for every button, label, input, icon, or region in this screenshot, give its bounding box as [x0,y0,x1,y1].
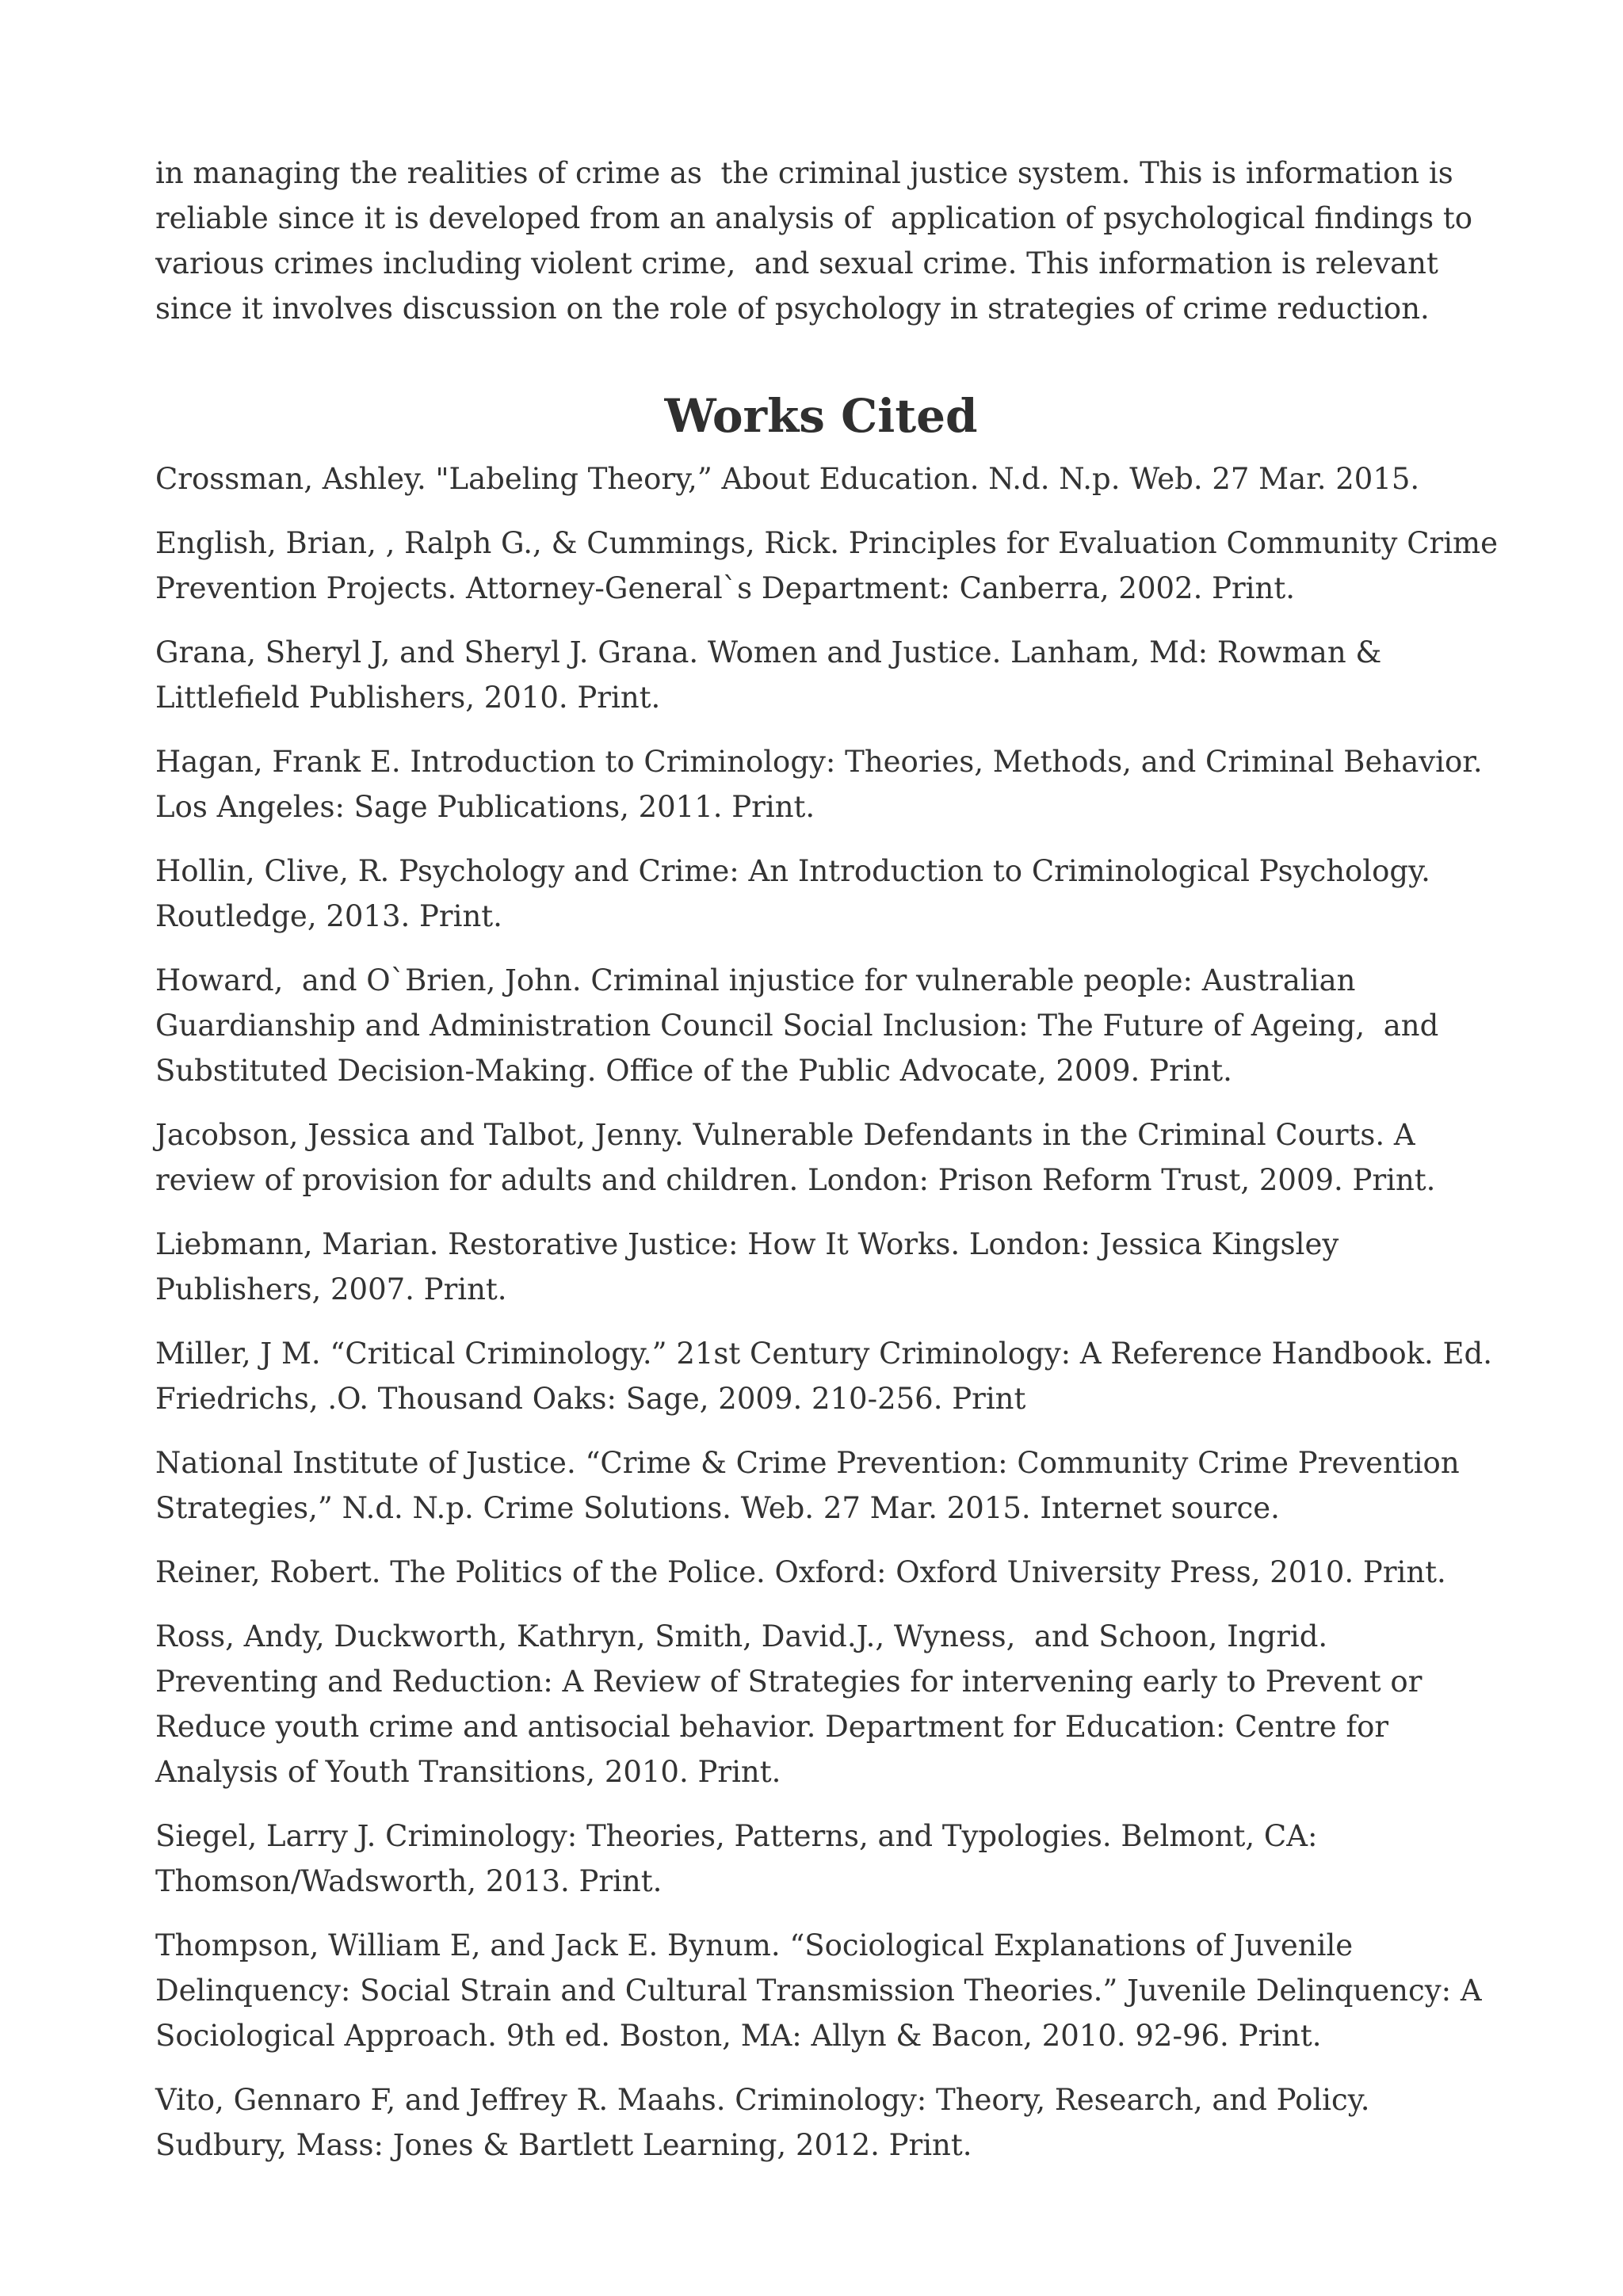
reference-entry [155,1814,1487,1904]
reference-entry [155,1614,1487,1794]
reference-line: Littlefield Publishers, 2010. Print. [155,681,661,715]
reference-line: Miller, J M. “Critical Criminology.” 21st Century Criminology: A Reference Handbook. Ed. [155,1337,1492,1371]
reference-line: Strategies,” N.d. N.p. Crime Solutions. Web. 27 Mar. 2015. Internet source. [155,1491,1280,1525]
reference-line: Hollin, Clive, R. Psychology and Crime: An Introduction to Criminological Psychology. [155,854,1430,888]
reference-entry [155,2077,1487,2168]
reference-line: Hagan, Frank E. Introduction to Criminology: Theories, Methods, and Criminal Behavior. [155,745,1483,779]
reference-line: National Institute of Justice. “Crime & Crime Prevention: Community Crime Prevention [155,1446,1460,1480]
reference-line: Reduce youth crime and antisocial behavior. Department for Education: Centre for [155,1710,1389,1744]
document-page [155,151,1499,2187]
reference-line: Howard, and O`Brien, John. Criminal injustice for vulnerable people: Australian [155,963,1356,997]
reference-line: Sociological Approach. 9th ed. Boston, MA: Allyn & Bacon, 2010. 92-96. Print. [155,2019,1322,2053]
intro-line: in managing the realities of crime as the criminal justice system. This is information is [155,156,1453,190]
reference-line: Reiner, Robert. The Politics of the Police. Oxford: Oxford University Press, 2010. Print. [155,1555,1446,1589]
reference-line: Sudbury, Mass: Jones & Bartlett Learning, 2012. Print. [155,2128,972,2162]
reference-line: Routledge, 2013. Print. [155,899,502,933]
reference-line: English, Brian, , Ralph G., & Cummings, Rick. Principles for Evaluation Community Crime [155,526,1499,560]
reference-line: Delinquency: Social Strain and Cultural Transmission Theories.” Juvenile Delinquency: A [155,1974,1482,2008]
reference-line: Jacobson, Jessica and Talbot, Jenny. Vulnerable Defendants in the Criminal Courts. A [155,1118,1415,1152]
reference-entry [155,1331,1492,1421]
reference-line: Siegel, Larry J. Criminology: Theories, Patterns, and Typologies. Belmont, CA: [155,1819,1318,1853]
intro-paragraph [155,151,1487,331]
reference-entry [155,1112,1487,1203]
reference-line: Thomson/Wadsworth, 2013. Print. [155,1864,663,1898]
reference-line: Thompson, William E, and Jack E. Bynum. “Sociological Explanations of Juvenile [155,1928,1354,1962]
reference-entry [155,1923,1487,2058]
reference-line: Substituted Decision-Making. Office of the Public Advocate, 2009. Print. [155,1054,1232,1088]
reference-entry [155,630,1487,720]
intro-line: various crimes including violent crime, and sexual crime. This information is relevant [155,246,1438,280]
reference-entry [155,849,1487,939]
reference-line: Grana, Sheryl J, and Sheryl J. Grana. Women and Justice. Lanham, Md: Rowman & [155,635,1382,669]
reference-entry [155,1550,1487,1595]
reference-line: Friedrichs, .O. Thousand Oaks: Sage, 2009. 210-256. Print [155,1382,1026,1416]
reference-line: Analysis of Youth Transitions, 2010. Print. [155,1755,781,1789]
reference-line: Ross, Andy, Duckworth, Kathryn, Smith, David.J., Wyness, and Schoon, Ingrid. [155,1619,1328,1653]
works-cited-list [155,456,1499,2168]
intro-line: reliable since it is developed from an analysis of application of psychological findings to [155,201,1473,235]
reference-line: Guardianship and Administration Council Social Inclusion: The Future of Ageing, and [155,1009,1439,1043]
reference-line: review of provision for adults and children. London: Prison Reform Trust, 2009. Print. [155,1163,1436,1197]
reference-entry [155,1440,1487,1531]
reference-line: Prevention Projects. Attorney-General`s Department: Canberra, 2002. Print. [155,571,1295,605]
reference-line: Los Angeles: Sage Publications, 2011. Print. [155,790,815,824]
intro-line: since it involves discussion on the role of psychology in strategies of crime reduction. [155,292,1430,326]
reference-line: Crossman, Ashley. "Labeling Theory,” About Education. N.d. N.p. Web. 27 Mar. 2015. [155,462,1420,496]
works-cited-heading: Works Cited [664,389,978,443]
reference-line: Liebmann, Marian. Restorative Justice: How It Works. London: Jessica Kingsley [155,1227,1339,1261]
reference-entry [155,521,1499,611]
reference-entry [155,958,1487,1093]
reference-line: Publishers, 2007. Print. [155,1272,507,1306]
reference-entry [155,456,1487,502]
reference-line: Preventing and Reduction: A Review of Strategies for intervening early to Prevent or [155,1665,1423,1699]
reference-entry [155,1222,1487,1312]
reference-line: Vito, Gennaro F, and Jeffrey R. Maahs. Criminology: Theory, Research, and Policy. [155,2083,1370,2117]
reference-entry [155,739,1487,830]
